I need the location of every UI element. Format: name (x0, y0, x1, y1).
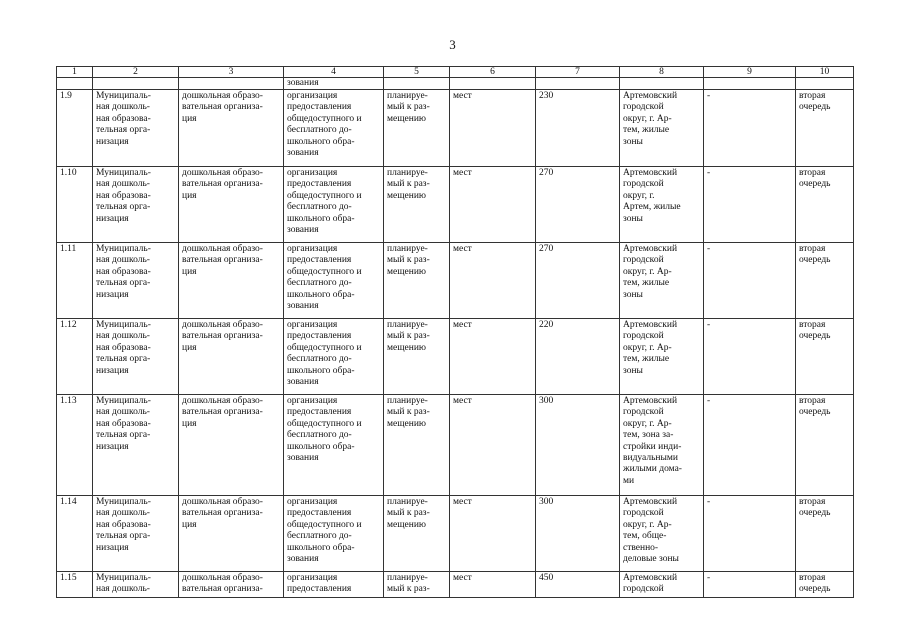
table-row (57, 90, 854, 167)
object-name: Муниципаль- ная дошколь- ная образова- тельная орга- низация (93, 243, 179, 319)
object-name: Муниципаль- ная дошколь- ная образова- тельная орга- низация (93, 395, 179, 496)
object-status: планируе- мый к раз- мещению (384, 167, 450, 243)
object-purpose: организация предоставления общедоступного и бесплатного до- школьного обра- зования (284, 319, 384, 395)
capacity: 450 (536, 572, 620, 598)
continuation-cell (620, 78, 704, 90)
zone: - (704, 572, 796, 598)
continuation-cell (450, 78, 536, 90)
table-row (57, 572, 854, 598)
queue: вторая очередь (796, 167, 854, 243)
object-type: дошкольная образо- вательная организа- ция (179, 167, 284, 243)
column-number-2: 2 (93, 67, 179, 78)
capacity: 270 (536, 243, 620, 319)
continuation-cell (536, 78, 620, 90)
row-number: 1.14 (57, 496, 93, 572)
location: Артемовский городской округ, г. Ар- тем, жилые зоны (620, 243, 704, 319)
capacity: 220 (536, 319, 620, 395)
object-status: планируе- мый к раз- мещению (384, 496, 450, 572)
zone: - (704, 90, 796, 167)
object-status: планируе- мый к раз- мещению (384, 319, 450, 395)
zone: - (704, 319, 796, 395)
zone: - (704, 167, 796, 243)
object-name: Муниципаль- ная дошколь- ная образова- тельная орга- низация (93, 167, 179, 243)
continuation-cell (179, 78, 284, 90)
location: Артемовский городской округ, г. Ар- тем, зона за- стройки инди- видуальными жилыми дома- ми (620, 395, 704, 496)
object-purpose: организация предоставления общедоступного и бесплатного до- школьного обра- зования (284, 496, 384, 572)
continuation-cell (704, 78, 796, 90)
location: Артемовский городской (620, 572, 704, 598)
table-row (57, 319, 854, 395)
object-type: дошкольная образо- вательная организа- ция (179, 319, 284, 395)
column-number-4: 4 (284, 67, 384, 78)
object-name: Муниципаль- ная дошколь- ная образова- тельная орга- низация (93, 496, 179, 572)
table-row (57, 243, 854, 319)
continuation-row (57, 78, 854, 90)
object-purpose: организация предоставления общедоступного и бесплатного до- школьного обра- зования (284, 90, 384, 167)
object-name: Муниципаль- ная дошколь- (93, 572, 179, 598)
row-number: 1.15 (57, 572, 93, 598)
object-purpose: организация предоставления общедоступного и бесплатного до- школьного обра- зования (284, 167, 384, 243)
continuation-cell: зования (284, 78, 384, 90)
object-type: дошкольная образо- вательная организа- ция (179, 90, 284, 167)
queue: вторая очередь (796, 90, 854, 167)
capacity: 300 (536, 395, 620, 496)
continuation-cell (93, 78, 179, 90)
capacity: 300 (536, 496, 620, 572)
location: Артемовский городской округ, г. Артем, жилые зоны (620, 167, 704, 243)
row-number: 1.13 (57, 395, 93, 496)
queue: вторая очередь (796, 243, 854, 319)
continuation-cell (796, 78, 854, 90)
capacity: 230 (536, 90, 620, 167)
column-number-1: 1 (57, 67, 93, 78)
unit: мест (450, 319, 536, 395)
column-number-10: 10 (796, 67, 854, 78)
table-row (57, 395, 854, 496)
zone: - (704, 243, 796, 319)
continuation-cell (384, 78, 450, 90)
object-name: Муниципаль- ная дошколь- ная образова- тельная орга- низация (93, 90, 179, 167)
queue: вторая очередь (796, 572, 854, 598)
row-number: 1.11 (57, 243, 93, 319)
object-status: планируе- мый к раз- мещению (384, 90, 450, 167)
column-number-3: 3 (179, 67, 284, 78)
table-row (57, 167, 854, 243)
object-status: планируе- мый к раз- мещению (384, 395, 450, 496)
queue: вторая очередь (796, 319, 854, 395)
object-type: дошкольная образо- вательная организа- ция (179, 243, 284, 319)
capacity: 270 (536, 167, 620, 243)
object-purpose: организация предоставления (284, 572, 384, 598)
location: Артемовский городской округ, г. Ар- тем, жилые зоны (620, 90, 704, 167)
column-number-7: 7 (536, 67, 620, 78)
zone: - (704, 496, 796, 572)
unit: мест (450, 395, 536, 496)
unit: мест (450, 496, 536, 572)
row-number: 1.12 (57, 319, 93, 395)
unit: мест (450, 572, 536, 598)
column-number-8: 8 (620, 67, 704, 78)
location: Артемовский городской округ, г. Ар- тем, обще- ственно- деловые зоны (620, 496, 704, 572)
page-number: 3 (449, 37, 456, 52)
queue: вторая очередь (796, 395, 854, 496)
planning-table (56, 66, 854, 598)
continuation-cell (57, 78, 93, 90)
object-name: Муниципаль- ная дошколь- ная образова- тельная орга- низация (93, 319, 179, 395)
unit: мест (450, 167, 536, 243)
object-status: планируе- мый к раз- (384, 572, 450, 598)
row-number: 1.9 (57, 90, 93, 167)
unit: мест (450, 243, 536, 319)
queue: вторая очередь (796, 496, 854, 572)
object-type: дошкольная образо- вательная организа- ция (179, 395, 284, 496)
object-status: планируе- мый к раз- мещению (384, 243, 450, 319)
object-purpose: организация предоставления общедоступного и бесплатного до- школьного обра- зования (284, 243, 384, 319)
object-type: дошкольная образо- вательная организа- ция (179, 496, 284, 572)
table-row (57, 496, 854, 572)
object-purpose: организация предоставления общедоступного и бесплатного до- школьного обра- зования (284, 395, 384, 496)
object-type: дошкольная образо- вательная организа- (179, 572, 284, 598)
zone: - (704, 395, 796, 496)
row-number: 1.10 (57, 167, 93, 243)
column-number-6: 6 (450, 67, 536, 78)
column-number-row (57, 67, 854, 78)
location: Артемовский городской округ, г. Ар- тем, жилые зоны (620, 319, 704, 395)
column-number-9: 9 (704, 67, 796, 78)
column-number-5: 5 (384, 67, 450, 78)
unit: мест (450, 90, 536, 167)
